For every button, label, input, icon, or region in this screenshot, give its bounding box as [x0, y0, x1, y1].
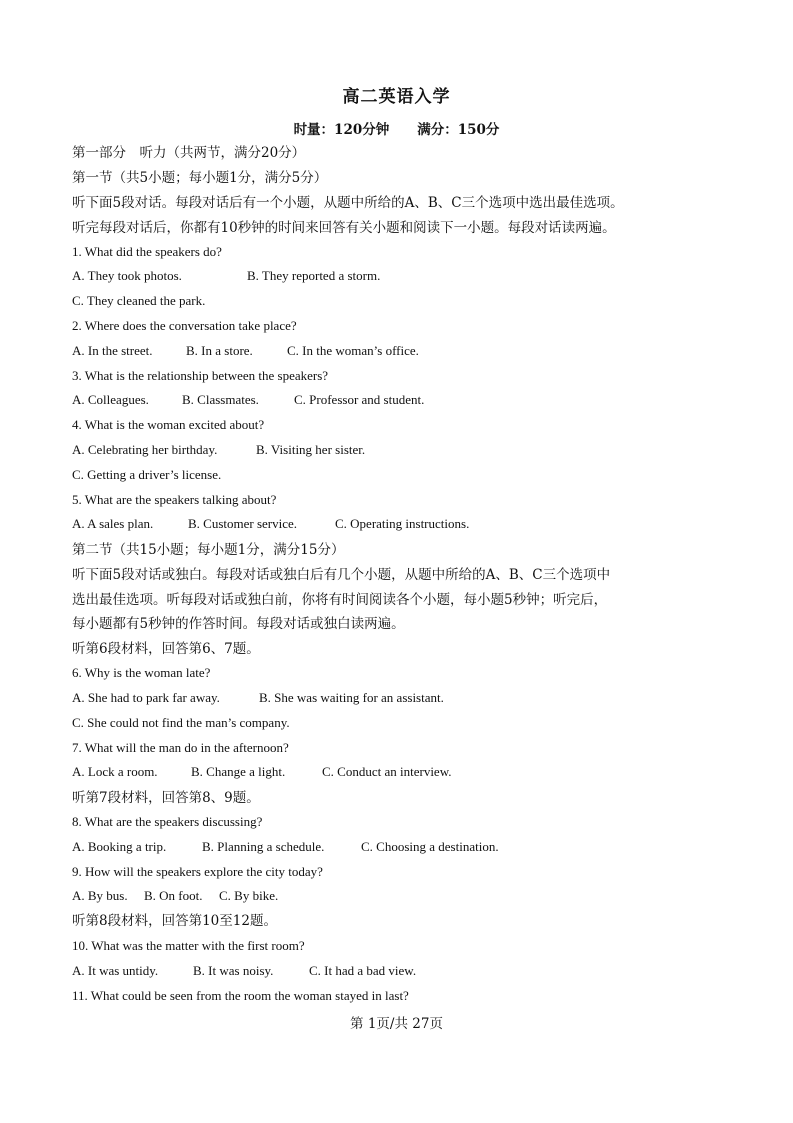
option-a: A. They took photos.	[72, 268, 182, 283]
question-options	[72, 515, 469, 533]
option-a: A. Colleagues.	[72, 392, 149, 407]
option-c: C. They cleaned the park.	[72, 293, 206, 308]
question-options	[72, 887, 278, 905]
material-heading: 听第7段材料，回答第8、9题。	[72, 790, 260, 806]
option-c: C. It had a bad view.	[309, 963, 417, 978]
question-stem: 11. What could be seen from the room the woman stayed in last?	[72, 988, 409, 1003]
question-stem: 8. What are the speakers discussing?	[72, 814, 263, 829]
option-b: B. Customer service.	[188, 516, 298, 531]
question-stem: 6. Why is the woman late?	[72, 665, 211, 680]
option-b: B. It was noisy.	[193, 963, 274, 978]
option-c: C. She could not find the man’s company.	[72, 715, 290, 730]
question-options	[72, 838, 499, 856]
page-number: 第 1页/共 27页	[350, 1016, 443, 1032]
question-options	[72, 441, 365, 459]
question-options	[72, 962, 416, 980]
option-a: A. By bus.	[72, 888, 128, 903]
page-title: 高二英语入学	[342, 87, 451, 107]
option-b: B. In a store.	[186, 343, 253, 358]
option-b: B. On foot.	[144, 888, 203, 903]
question-options	[72, 689, 444, 707]
question-options	[72, 342, 419, 360]
question-options	[72, 267, 380, 285]
option-c: C. Getting a driver’s license.	[72, 467, 222, 482]
option-c: C. In the woman’s office.	[287, 343, 419, 358]
option-c: C. Professor and student.	[294, 392, 425, 407]
question-stem: 9. How will the speakers explore the city today?	[72, 864, 323, 879]
question-stem: 3. What is the relationship between the speakers?	[72, 368, 329, 383]
section2-heading: 第二节（共15小题；每小题1分，满分15分）	[72, 542, 345, 558]
section2-instruction-2: 选出最佳选项。听每段对话或独白前，你将有时间阅读各个小题，每小题5秒钟；听完后，	[72, 592, 608, 608]
option-c: C. Choosing a destination.	[361, 839, 499, 854]
question-stem: 4. What is the woman excited about?	[72, 417, 265, 432]
exam-meta	[0, 118, 793, 138]
question-options	[72, 391, 424, 409]
question-stem: 5. What are the speakers talking about?	[72, 492, 277, 507]
option-a: A. A sales plan.	[72, 516, 154, 531]
option-b: B. They reported a storm.	[247, 268, 381, 283]
question-stem: 1. What did the speakers do?	[72, 244, 222, 259]
part1-heading: 第一部分 听力（共两节，满分20分）	[72, 145, 306, 161]
option-c: C. Conduct an interview.	[322, 764, 452, 779]
section1-instruction-1: 听下面5段对话。每段对话后有一个小题，从题中所给的A、B、C三个选项中选出最佳选项。	[72, 195, 624, 211]
option-a: A. Lock a room.	[72, 764, 158, 779]
section2-instruction-3: 每小题都有5秒钟的作答时间。每段对话或独白读两遍。	[72, 616, 405, 632]
option-a: A. Celebrating her birthday.	[72, 442, 218, 457]
question-stem: 10. What was the matter with the first room?	[72, 938, 305, 953]
material-heading: 听第8段材料，回答第10至12题。	[72, 913, 277, 929]
question-stem: 2. Where does the conversation take place?	[72, 318, 297, 333]
option-b: B. Visiting her sister.	[256, 442, 366, 457]
option-a: A. It was untidy.	[72, 963, 159, 978]
option-b: B. She was waiting for an assistant.	[259, 690, 444, 705]
option-a: A. In the street.	[72, 343, 153, 358]
option-b: B. Change a light.	[191, 764, 286, 779]
option-a: A. Booking a trip.	[72, 839, 167, 854]
question-stem: 7. What will the man do in the afternoon?	[72, 740, 289, 755]
option-a: A. She had to park far away.	[72, 690, 220, 705]
time-label: 时量：120分钟	[293, 122, 390, 138]
section1-instruction-2: 听完每段对话后，你都有10秒钟的时间来回答有关小题和阅读下一小题。每段对话读两遍。	[72, 220, 616, 236]
option-c: C. Operating instructions.	[335, 516, 470, 531]
option-b: B. Classmates.	[182, 392, 259, 407]
score-label: 满分：150分	[417, 122, 500, 138]
option-b: B. Planning a schedule.	[202, 839, 325, 854]
option-c: C. By bike.	[219, 888, 279, 903]
material-heading: 听第6段材料，回答第6、7题。	[72, 641, 260, 657]
question-options	[72, 763, 452, 781]
section1-heading: 第一节（共5小题；每小题1分，满分5分）	[72, 170, 328, 186]
section2-instruction-1: 听下面5段对话或独白。每段对话或独白后有几个小题，从题中所给的A、B、C三个选项中	[72, 567, 611, 583]
